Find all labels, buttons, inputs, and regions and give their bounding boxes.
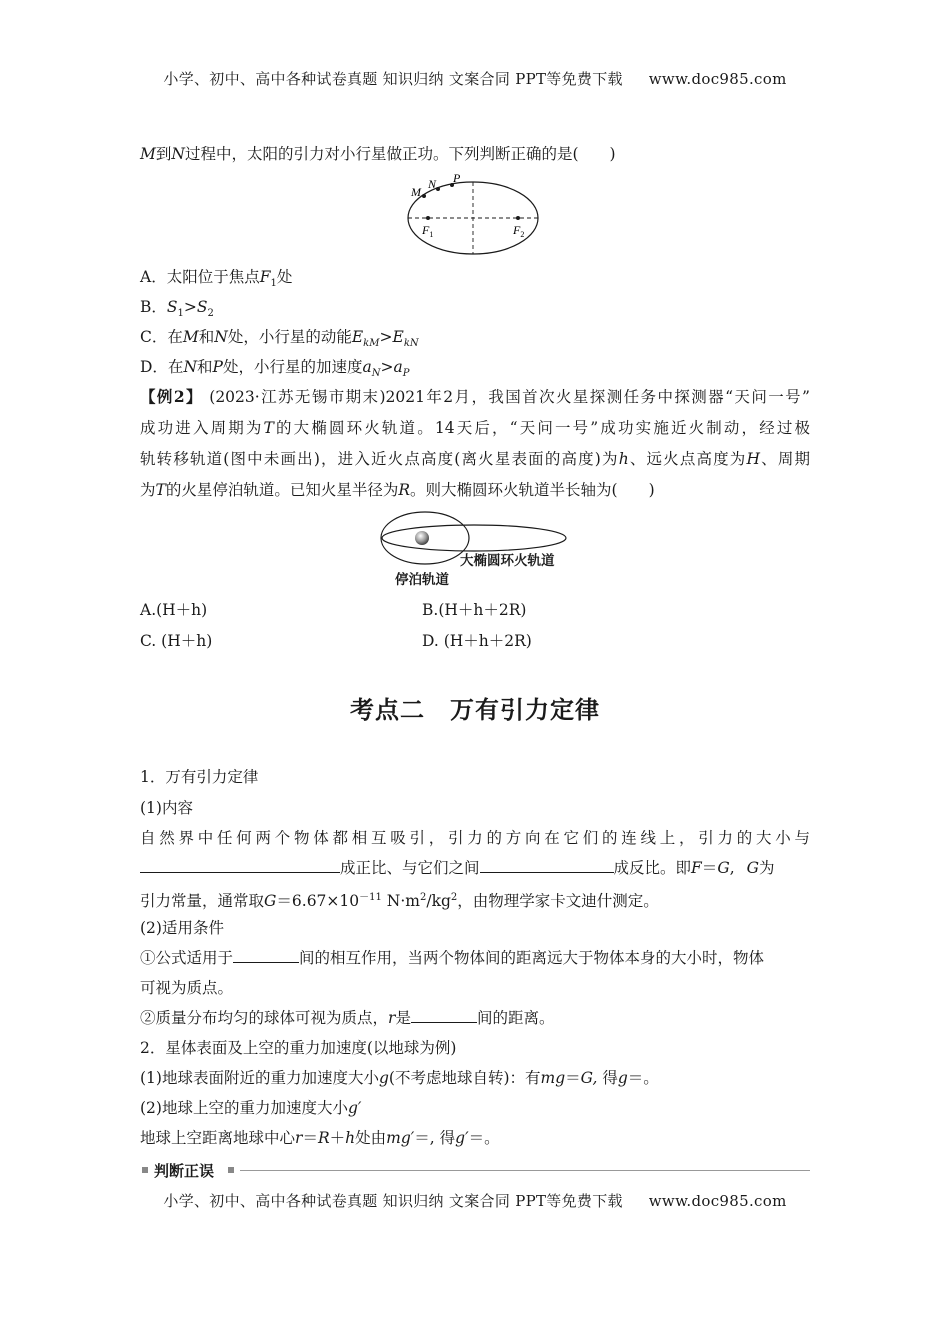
ex2-option-b: B.(H＋h＋2R) [422, 601, 527, 619]
label-parking-orbit: 停泊轨道 [395, 572, 449, 588]
page-footer [0, 1190, 950, 1211]
condition-1-line-2: 可视为质点。 [140, 979, 234, 997]
square-bullet-icon [228, 1167, 234, 1173]
header-text: 小学、初中、高中各种试卷真题 知识归纳 文案合同 PPT等免费下载 [163, 70, 623, 88]
label-m: M [411, 185, 421, 199]
label-f1: $F_1$ [422, 223, 434, 239]
ex2-line-2: 成功进入周期为T的大椭圆环火轨道。14天后，“天问一号”成功实施近火制动，经过极 [140, 419, 810, 437]
focus-f2 [516, 216, 520, 220]
footer-url: www.doc985.com [648, 1192, 787, 1210]
point-m [422, 194, 426, 198]
surface-gravity-line: (1)地球表面附近的重力加速度大小g(不考虑地球自转)：有mg＝G, 得g＝。 [140, 1069, 659, 1087]
fill-blank-2[interactable] [480, 857, 614, 873]
square-bullet-icon [142, 1167, 148, 1173]
large-elliptical-orbit [382, 525, 566, 551]
law-heading: 1．万有引力定律 [140, 768, 259, 786]
fill-blank-1[interactable] [140, 857, 340, 873]
content-line-3: 引力常量，通常取$G=6.67\times 10^{-11}$ $N\cdot m^2/kg^2$，由物理学家卡文迪什测定。 [140, 892, 659, 911]
condition-2: ②质量分布均匀的球体可视为质点，r是 间的距离。 [140, 1009, 555, 1027]
judge-label: 判断正误 [154, 1162, 215, 1180]
ex2-option-c: C. (H＋h) [140, 632, 213, 650]
label-large-orbit: 大椭圆环火轨道 [460, 553, 555, 569]
example-tag: 【例2】 [140, 387, 203, 406]
ex2-line-1: 【例2】 (2023·江苏无锡市期末)2021年2月，我国首次火星探测任务中探测器“天问一号” [140, 387, 810, 406]
section-title: 考点二 万有引力定律 [350, 695, 600, 724]
gravity-accel-heading: 2．星体表面及上空的重力加速度(以地球为例) [140, 1039, 457, 1057]
focus-f1 [426, 216, 430, 220]
stem-text-rest: 过程中，太阳的引力对小行星做正功。下列判断正确的是( ) [184, 145, 616, 163]
altitude-gravity-heading: (2)地球上空的重力加速度大小g′ [140, 1099, 362, 1117]
condition-1-line-1: ①公式适用于 间的相互作用，当两个物体间的距离远大于物体本身的大小时，物体 [140, 949, 765, 967]
point-n [436, 187, 440, 191]
content-line-1: 自然界中任何两个物体都相互吸引，引力的方向在它们的连线上，引力的大小与 [140, 829, 810, 847]
q1-option-b: B．$S_1>S_2$ [140, 298, 214, 320]
conditions-heading: (2)适用条件 [140, 919, 224, 937]
ex2-option-a: A.(H＋h) [140, 601, 208, 619]
q1-stem [140, 143, 810, 165]
ex2-line-3: 轨转移轨道(图中未画出)，进入近火点高度(离火星表面的高度)为h、远火点高度为H、周期 [140, 450, 810, 468]
stem-text: 到 [155, 145, 172, 163]
ex2-option-d: D. (H＋h＋2R) [422, 632, 532, 650]
q1-option-a: A．太阳位于焦点$F_1$处 [140, 268, 293, 290]
judge-section-bar [140, 1160, 810, 1182]
ex2-line-4: 为T的火星停泊轨道。已知火星半径为R。则大椭圆环火轨道半长轴为( ) [140, 481, 655, 499]
var-n: N [171, 145, 185, 163]
fill-blank-4[interactable] [411, 1007, 477, 1023]
label-f2: $F_2$ [513, 223, 525, 239]
divider-line [240, 1170, 810, 1171]
q1-option-d: D．在N和P处，小行星的加速度$a_N>a_P$ [140, 358, 410, 380]
label-p: P [453, 171, 461, 185]
fill-blank-3[interactable] [233, 947, 299, 963]
content-line-2: 成正比、与它们之间 成反比。即F＝G, G为 [140, 857, 810, 879]
header-url: www.doc985.com [648, 70, 787, 88]
content-heading: (1)内容 [140, 799, 193, 817]
mars-planet [415, 531, 429, 545]
label-n: N [428, 177, 437, 191]
q1-option-c: C．在M和N处，小行星的动能$E_{kM}>E_{kN}$ [140, 328, 419, 350]
footer-text: 小学、初中、高中各种试卷真题 知识归纳 文案合同 PPT等免费下载 [163, 1192, 623, 1210]
page-header [0, 68, 950, 89]
altitude-gravity-line: 地球上空距离地球中心r＝R＋h处由mg′＝, 得g′＝。 [140, 1129, 500, 1147]
var-m: M [140, 145, 156, 163]
orbit-ellipse-figure [400, 168, 550, 260]
